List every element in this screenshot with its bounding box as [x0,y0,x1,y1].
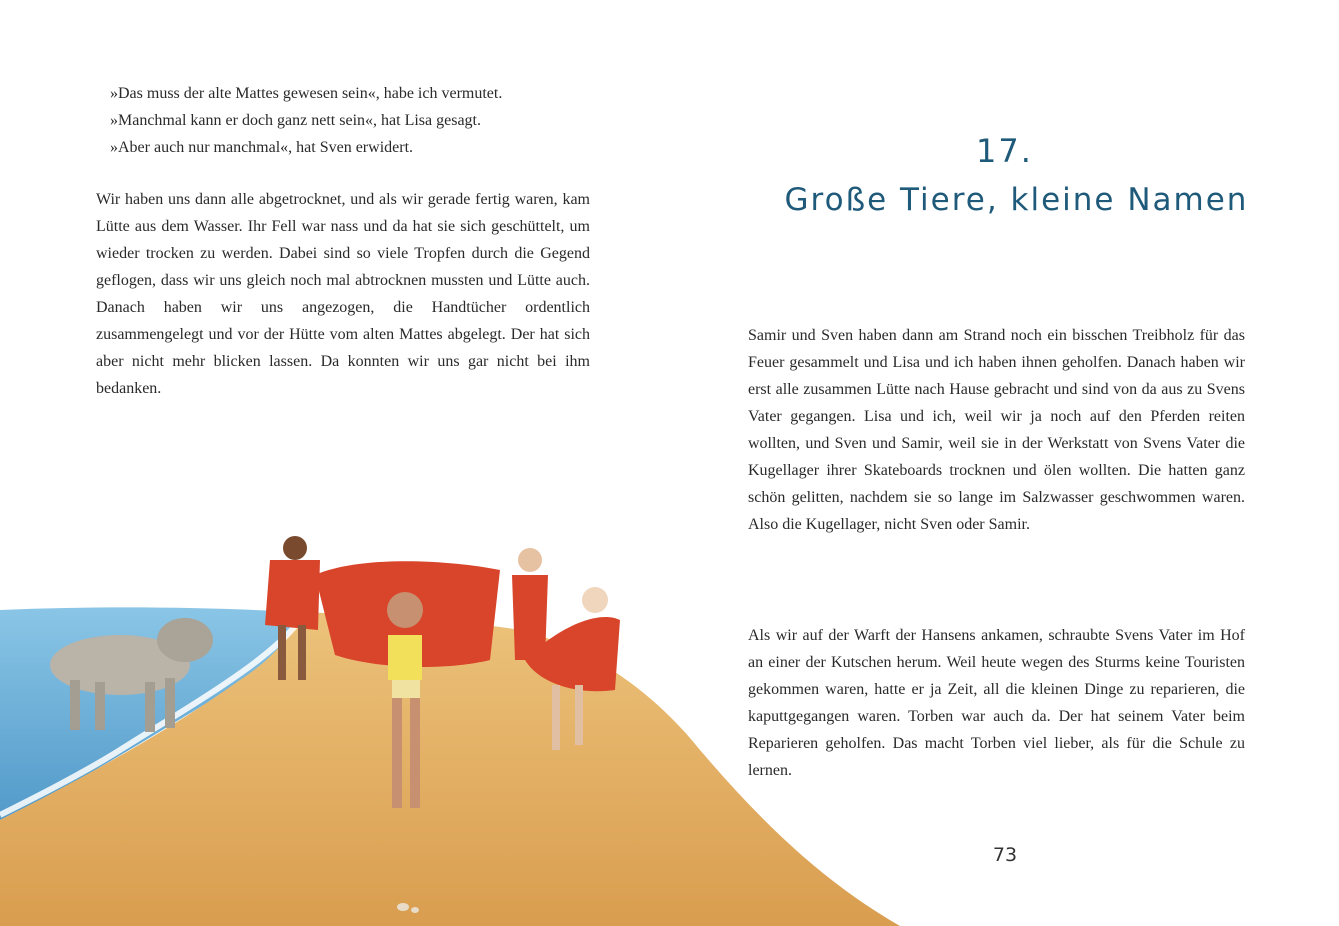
dialogue-line: »Das muss der alte Mattes gewesen sein«, habe ich vermutet. [110,85,503,102]
right-paragraph: Als wir auf der Warft der Hansens ankamen, schraubte Svens Vater im Hof an einer der Kutschen herum. Weil heute wegen des Sturms keine Touristen gekommen waren, hatte er ja Zeit, all die kleinen Dinge zu reparieren, die kaputtgegangen waren. Torben war auch da. Der hat seinem Vater beim Reparieren geholfen. Das macht Torben viel lieber, als für die Schule zu lernen. [748,627,1245,779]
chapter-title: Große Tiere, kleine Namen [784,182,1249,218]
dialogue-line: »Aber auch nur manchmal«, hat Sven erwidert. [110,139,414,156]
right-paragraph: Samir und Sven haben dann am Strand noch ein bisschen Treibholz für das Feuer gesammelt und Lisa und ich haben ihnen geholfen. Danach haben wir erst alle zusammen Lütte nach Hause gebracht und sind von da aus zu Svens Vater gegangen. Lisa und ich, weil wir ja noch auf den Pferden reiten wollten, und Sven und Samir, weil sie in der Werkstatt von Svens Vater die Kugellager ihrer Skateboards trocknen und ölen wollten. Die hatten ganz schön gelitten, nachdem sie so lange im Salzwasser geschwommen waren. Also die Kugellager, nicht Sven oder Samir. [748,327,1245,533]
left-paragraph: Wir haben uns dann alle abgetrocknet, und als wir gerade fertig waren, kam Lütte aus dem Wasser. Ihr Fell war nass und da hat sie sich geschüttelt, um wieder trocken zu werden. Dabei sind so viele Tropfen durch die Gegend geflogen, dass wir uns gleich noch mal abtrocknen mussten und Lütte auch. Danach haben wir uns angezogen, die Handtücher ordentlich zusammengelegt und vor der Hütte vom alten Mattes abgelegt. Der hat sich aber nicht mehr blicken lassen. Da konnten wir uns gar nicht bei ihm bedanken. [96,191,590,397]
pebble [411,907,419,913]
chapter-number: 17. [976,132,1033,170]
dialogue-block [110,80,610,161]
pebble [397,903,409,911]
dialogue-line: »Manchmal kann er doch ganz nett sein«, hat Lisa gesagt. [110,112,481,129]
right-page [670,0,1339,926]
page-number: 73 [992,844,1018,866]
